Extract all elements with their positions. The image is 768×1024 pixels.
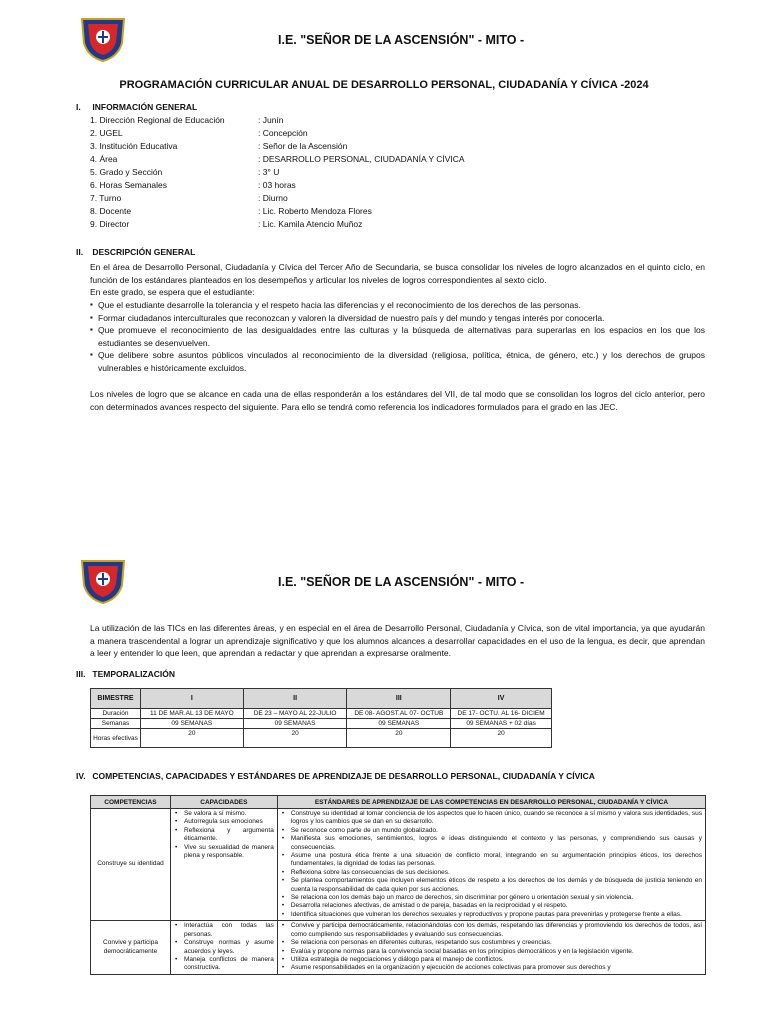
list-item: • Construye normas y asume acuerdos y leyes. [174, 939, 274, 956]
list-item: • Se relaciona con personas en diferentes culturas, respetando sus costumbres y creencias. [281, 939, 702, 947]
section-competencias-heading [76, 771, 595, 781]
tics-paragraph: La utilización de las TICs en las diferentes áreas, y en especial en el área de Desarrollo Personal, Ciudadanía y Cívica, son de vital importancia, ya que ayudarán a manera trascendental a lograr un aprendizaje significativo y que los alumnos alcances a desarrollar capacidades en el uso de la lengua, es decir, que aprendan a leer y entender lo que leen, que aprendan a redactar y que aprendan a expresarse oralmente. [90, 623, 705, 658]
section-number: I. [76, 102, 81, 112]
list-item: • Se plantea comportamientos que incluyen elementos éticos de respeto a los derechos de los demás y de búsqueda de justicia teniendo en cuenta la responsabilidad de cada quien por sus acciones. [281, 877, 702, 894]
info-label: 6. Horas Semanales [90, 180, 168, 190]
info-value: : Lic. Kamila Atencio Muñoz [258, 219, 363, 229]
table-cell: 11 DE MAR.AL 13 DE MAYO [140, 709, 243, 719]
competencia-cell: Construye su identidad [91, 809, 171, 921]
list-item: • Interactúa con todas las personas. [174, 922, 274, 939]
description-intro-2: En este grado, se espera que el estudiante: [90, 287, 255, 297]
list-item: • Reflexiona y argumenta éticamente. [174, 827, 274, 844]
section-information-heading [76, 102, 197, 112]
table-header-row [91, 796, 706, 809]
table-cell: Duración [91, 709, 141, 719]
page1-header [0, 10, 768, 70]
capacidades-cell [170, 809, 277, 921]
table-header-cell: II [243, 689, 347, 709]
table-row [91, 809, 706, 921]
capacidades-cell [170, 921, 277, 974]
info-value: : Señor de la Ascensión [258, 141, 348, 151]
section-description-heading [76, 247, 195, 257]
info-label: 8. Docente [90, 206, 132, 216]
table-header-cell: I [140, 689, 243, 709]
list-item: • Se reconoce como parte de un mundo globalizado. [281, 827, 702, 835]
info-row [90, 193, 288, 206]
list-item: • Se valora a sí mismo. [174, 810, 274, 818]
list-item: • Identifica situaciones que vulneran los derechos sexuales y reproductivos y propone pautas para prevenirlas y protegerse frente a ellas. [281, 911, 702, 919]
table-cell: DE 08- AGOST.AL 07- OCTUB [347, 709, 451, 719]
table-cell: 20 [347, 729, 451, 748]
section-number: IV. [76, 771, 86, 781]
list-item: ▪ Que promueve el reconocimiento de las desigualdades entre las culturas y la búsqueda de alternativas para superarlas en los espacios en los que los estudiantes se desenvuelven. [90, 324, 705, 349]
competencias-table [90, 795, 706, 975]
list-item: • Se relaciona con los demás bajo un marco de derechos, sin discriminar por género u orientación sexual y sin violencia. [281, 894, 702, 902]
list-item: • Utiliza estrategia de negociaciones y diálogo para el manejo de conflictos. [281, 956, 702, 964]
section-number: III. [76, 669, 86, 679]
list-item: ▪ Formar ciudadanos interculturales que reconozcan y valoren la diversidad de nuestro país y del mundo y tengas interés por conocerla. [90, 312, 705, 325]
table-row [91, 729, 552, 748]
table-cell: 09 SEMANAS [140, 719, 243, 729]
list-item: • Vive su sexualidad de manera plena y responsable. [174, 844, 274, 861]
table-header-cell: III [347, 689, 451, 709]
list-item: ▪ Que el estudiante desarrolle la tolerancia y el respeto hacia las diferencias y el reconocimiento de los derechos de las personas. [90, 299, 705, 312]
school-logo [78, 13, 128, 63]
list-item: • Reflexiona sobre las consecuencias de sus decisiones. [281, 869, 702, 877]
section-title: COMPETENCIAS, CAPACIDADES Y ESTÁNDARES DE APRENDIZAJE DE DESARROLLO PERSONAL, CIUDADANÍA Y CÍVICA [92, 771, 595, 781]
info-label: 9. Director [90, 219, 130, 229]
table-header-row [91, 689, 552, 709]
info-value: : 03 horas [258, 180, 296, 190]
description-intro: En el área de Desarrollo Personal, Ciudadanía y Cívica del Tercer Año de Secundaria, se busca consolidar los niveles de logro alcanzados en el quinto ciclo, en función de los estándares planteados en los desempeños y articular los niveles de logros correspondientes al sexto ciclo. [90, 262, 705, 285]
table-header-cell: BIMESTRE [91, 689, 141, 709]
table-header-cell: IV [451, 689, 552, 709]
table-header-cell: ESTÁNDARES DE APRENDIZAJE DE LAS COMPETENCIAS EN DESARROLLO PERSONAL, CIUDADANÍA Y CÍVICA [277, 796, 705, 809]
table-header-cell: CAPACIDADES [170, 796, 277, 809]
list-item: • Maneja conflictos de manera constructiva. [174, 956, 274, 973]
objectives-list [90, 299, 705, 374]
list-item: • Convive y participa democráticamente, relacionándolas con los demás, respetando las diferencias y promoviendo los derechos de todos, así como cumpliendo sus responsabilidades y evaluando sus consecuencias. [281, 922, 702, 939]
list-item: • Construye su identidad al tomar conciencia de los aspectos que lo hacen único, cuando se reconoce a sí mismo y valora sus identidades, sus logros y los cambios que se dan en su desarrollo. [281, 810, 702, 827]
info-value: : 3° U [258, 167, 280, 177]
info-row [90, 167, 279, 180]
table-row [91, 719, 552, 729]
table-cell: 20 [243, 729, 347, 748]
info-row [90, 115, 284, 128]
list-item: • Asume una postura ética frente a una situación de conflicto moral, integrando en su argumentación principios éticos, los derechos fundamentales, la dignidad de todas las personas. [281, 852, 702, 869]
estandares-cell [277, 921, 705, 974]
document-title: PROGRAMACIÓN CURRICULAR ANUAL DE DESARROLLO PERSONAL, CIUDADANÍA Y CÍVICA -2024 [119, 79, 649, 91]
info-label: 3. Institución Educativa [90, 141, 178, 151]
info-value: : Lic. Roberto Mendoza Flores [258, 206, 372, 216]
table-header-cell: COMPETENCIAS [91, 796, 171, 809]
info-row [90, 219, 362, 232]
info-row [90, 180, 296, 193]
estandares-cell [277, 809, 705, 921]
school-logo [78, 555, 128, 605]
competencia-cell: Convive y participa democráticamente [91, 921, 171, 974]
info-value: : DESARROLLO PERSONAL, CIUDADANÍA Y CÍVICA [258, 154, 465, 164]
table-cell: 20 [140, 729, 243, 748]
table-cell: DE 17- OCTU. AL 16- DICIEM [451, 709, 552, 719]
info-value: : Junín [258, 115, 284, 125]
section-title: INFORMACIÓN GENERAL [92, 102, 198, 112]
info-row [90, 206, 372, 219]
school-title: I.E. "SEÑOR DE LA ASCENSIÓN" - MITO - [278, 575, 525, 589]
table-cell: 09 SEMANAS + 02 días [451, 719, 552, 729]
info-label: 7. Turno [90, 193, 122, 203]
section-title: TEMPORALIZACIÓN [92, 669, 176, 679]
page2-header [0, 552, 768, 612]
table-row [91, 921, 706, 974]
list-item: • Manifiesta sus emociones, sentimientos, logros e ideas distinguiendo el contexto y las personas, y comprendiendo sus causas y consecuencias. [281, 835, 702, 852]
closing-paragraph: Los niveles de logro que se alcance en cada una de ellas responderán a los estándares del VII, de tal modo que se consolidan los logros del ciclo anterior, pero con determinados avances respecto del siguiente. Para ello se tendrá como referencia los indicadores formulados para el grado en las JEC. [90, 389, 705, 412]
list-item: • Desarrolla relaciones afectivas, de amistad o de pareja, basadas en la reciprocidad y el respeto. [281, 902, 702, 910]
table-cell: 09 SEMANAS [243, 719, 347, 729]
temporalization-table [90, 688, 552, 748]
section-number: II. [76, 247, 84, 257]
info-row [90, 128, 308, 141]
table-cell: 20 [451, 729, 552, 748]
table-cell: 09 SEMANAS [347, 719, 451, 729]
list-item: • Asume responsabilidades en la organización y ejecución de acciones colectivas para promover sus derechos y [281, 964, 702, 972]
section-temporalizacion-heading [76, 669, 175, 679]
info-label: 2. UGEL [90, 128, 123, 138]
list-item: • Autorregula sus emociones [174, 818, 274, 826]
info-label: 1. Dirección Regional de Educación [90, 115, 225, 125]
table-row [91, 709, 552, 719]
table-cell: Horas efectivas [91, 729, 141, 748]
info-row [90, 154, 465, 167]
section-title: DESCRIPCIÓN GENERAL [92, 247, 196, 257]
info-label: 5. Grado y Sección [90, 167, 163, 177]
info-label: 4. Área [90, 154, 118, 164]
info-value: : Concepción [258, 128, 308, 138]
list-item: • Evalúa y propone normas para la convivencia social basadas en los principios democráticos y en la legislación vigente. [281, 948, 702, 956]
info-row [90, 141, 347, 154]
table-cell: DE 23 – MAYO AL 22-JULIO [243, 709, 347, 719]
school-title: I.E. "SEÑOR DE LA ASCENSIÓN" - MITO - [278, 33, 525, 47]
table-cell: Semanas [91, 719, 141, 729]
list-item: ▪ Que delibere sobre asuntos públicos vinculados al reconocimiento de la diversidad (religiosa, política, étnica, de género, etc.) y los derechos de grupos vulnerables e históricamente excluidos. [90, 349, 705, 374]
description-paragraph [90, 261, 705, 299]
info-value: : Diurno [258, 193, 288, 203]
